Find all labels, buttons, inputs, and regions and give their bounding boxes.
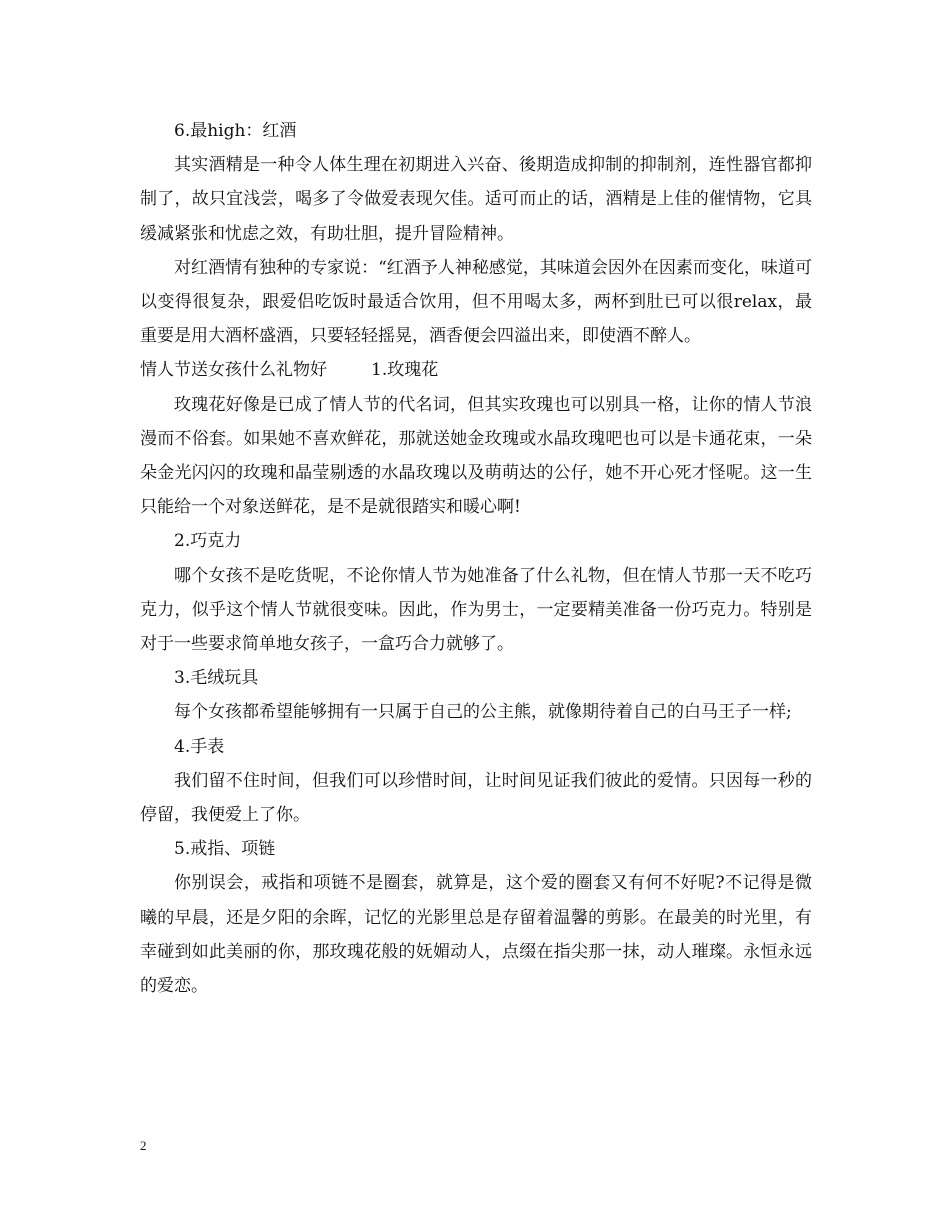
paragraph-ring-necklace: 你别误会，戒指和项链不是圈套，就算是，这个爱的圈套又有何不好呢?不记得是微曦的早晨，还是夕阳的余晖，记忆的光影里总是存留着温馨的剪影。在最美的时光里，有幸碰到如此美丽的你，那玫瑰花般的妩媚动人，点缀在指尖那一抹，动人璀璨。永恒永远的爱恋。: [140, 873, 812, 997]
item-heading-red-wine: 6.最high：红酒: [174, 121, 297, 141]
page-number: 2: [140, 1138, 147, 1153]
item-heading-watch: 4.手表: [174, 736, 225, 757]
paragraph-red-wine-expert: 对红酒情有独种的专家说：“红酒予人神秘感觉，其味道会因外在因素而变化，味道可以变得很复杂，跟爱侣吃饭时最适合饮用，但不用喝太多，两杯到肚已可以很relax，最重要是用大酒杯盛酒，只要轻轻摇晃，酒香便会四溢出来，即使酒不醉人。: [140, 257, 812, 347]
document-body: [140, 114, 812, 1003]
item-heading-chocolate: 2.巧克力: [174, 531, 242, 552]
paragraph-roses: 玫瑰花好像是已成了情人节的代名词，但其实玫瑰也可以别具一格，让你的情人节浪漫而不俗套。如果她不喜欢鲜花，那就送她金玫瑰或水晶玫瑰吧也可以是卡通花束，一朵朵金光闪闪的玫瑰和晶莹剔透的水晶玫瑰以及萌萌达的公仔，她不开心死才怪呢。这一生只能给一个对象送鲜花，是不是就很踏实和暖心啊!: [140, 394, 812, 518]
item-heading-ring-necklace: 5.戒指、项链: [174, 839, 276, 860]
section-heading: [140, 353, 812, 387]
paragraph-plush-toy: 每个女孩都希望能够拥有一只属于自己的公主熊，就像期待着自己的白马王子一样;: [174, 702, 792, 723]
item-heading-roses: 1.玫瑰花: [371, 360, 439, 381]
paragraph-chocolate: 哪个女孩不是吃货呢，不论你情人节为她准备了什么礼物，但在情人节那一天不吃巧克力，似乎这个情人节就很变味。因此，作为男士，一定要精美准备一份巧克力。特别是对于一些要求简单地女孩子，一盒巧合力就够了。: [140, 565, 812, 655]
section-title: 情人节送女孩什么礼物好: [140, 360, 327, 381]
paragraph-watch: 我们留不住时间，但我们可以珍惜时间，让时间见证我们彼此的爱情。只因每一秒的停留，我便爱上了你。: [140, 770, 812, 826]
paragraph-alcohol: 其实酒精是一种令人体生理在初期进入兴奋、後期造成抑制的抑制剂，连性器官都抑制了，故只宜浅尝，喝多了令做爱表现欠佳。适可而止的话，酒精是上佳的催情物，它具缓减紧张和忧虑之效，有助壮胆，提升冒险精神。: [140, 155, 812, 244]
item-heading-plush-toy: 3.毛绒玩具: [174, 668, 259, 689]
